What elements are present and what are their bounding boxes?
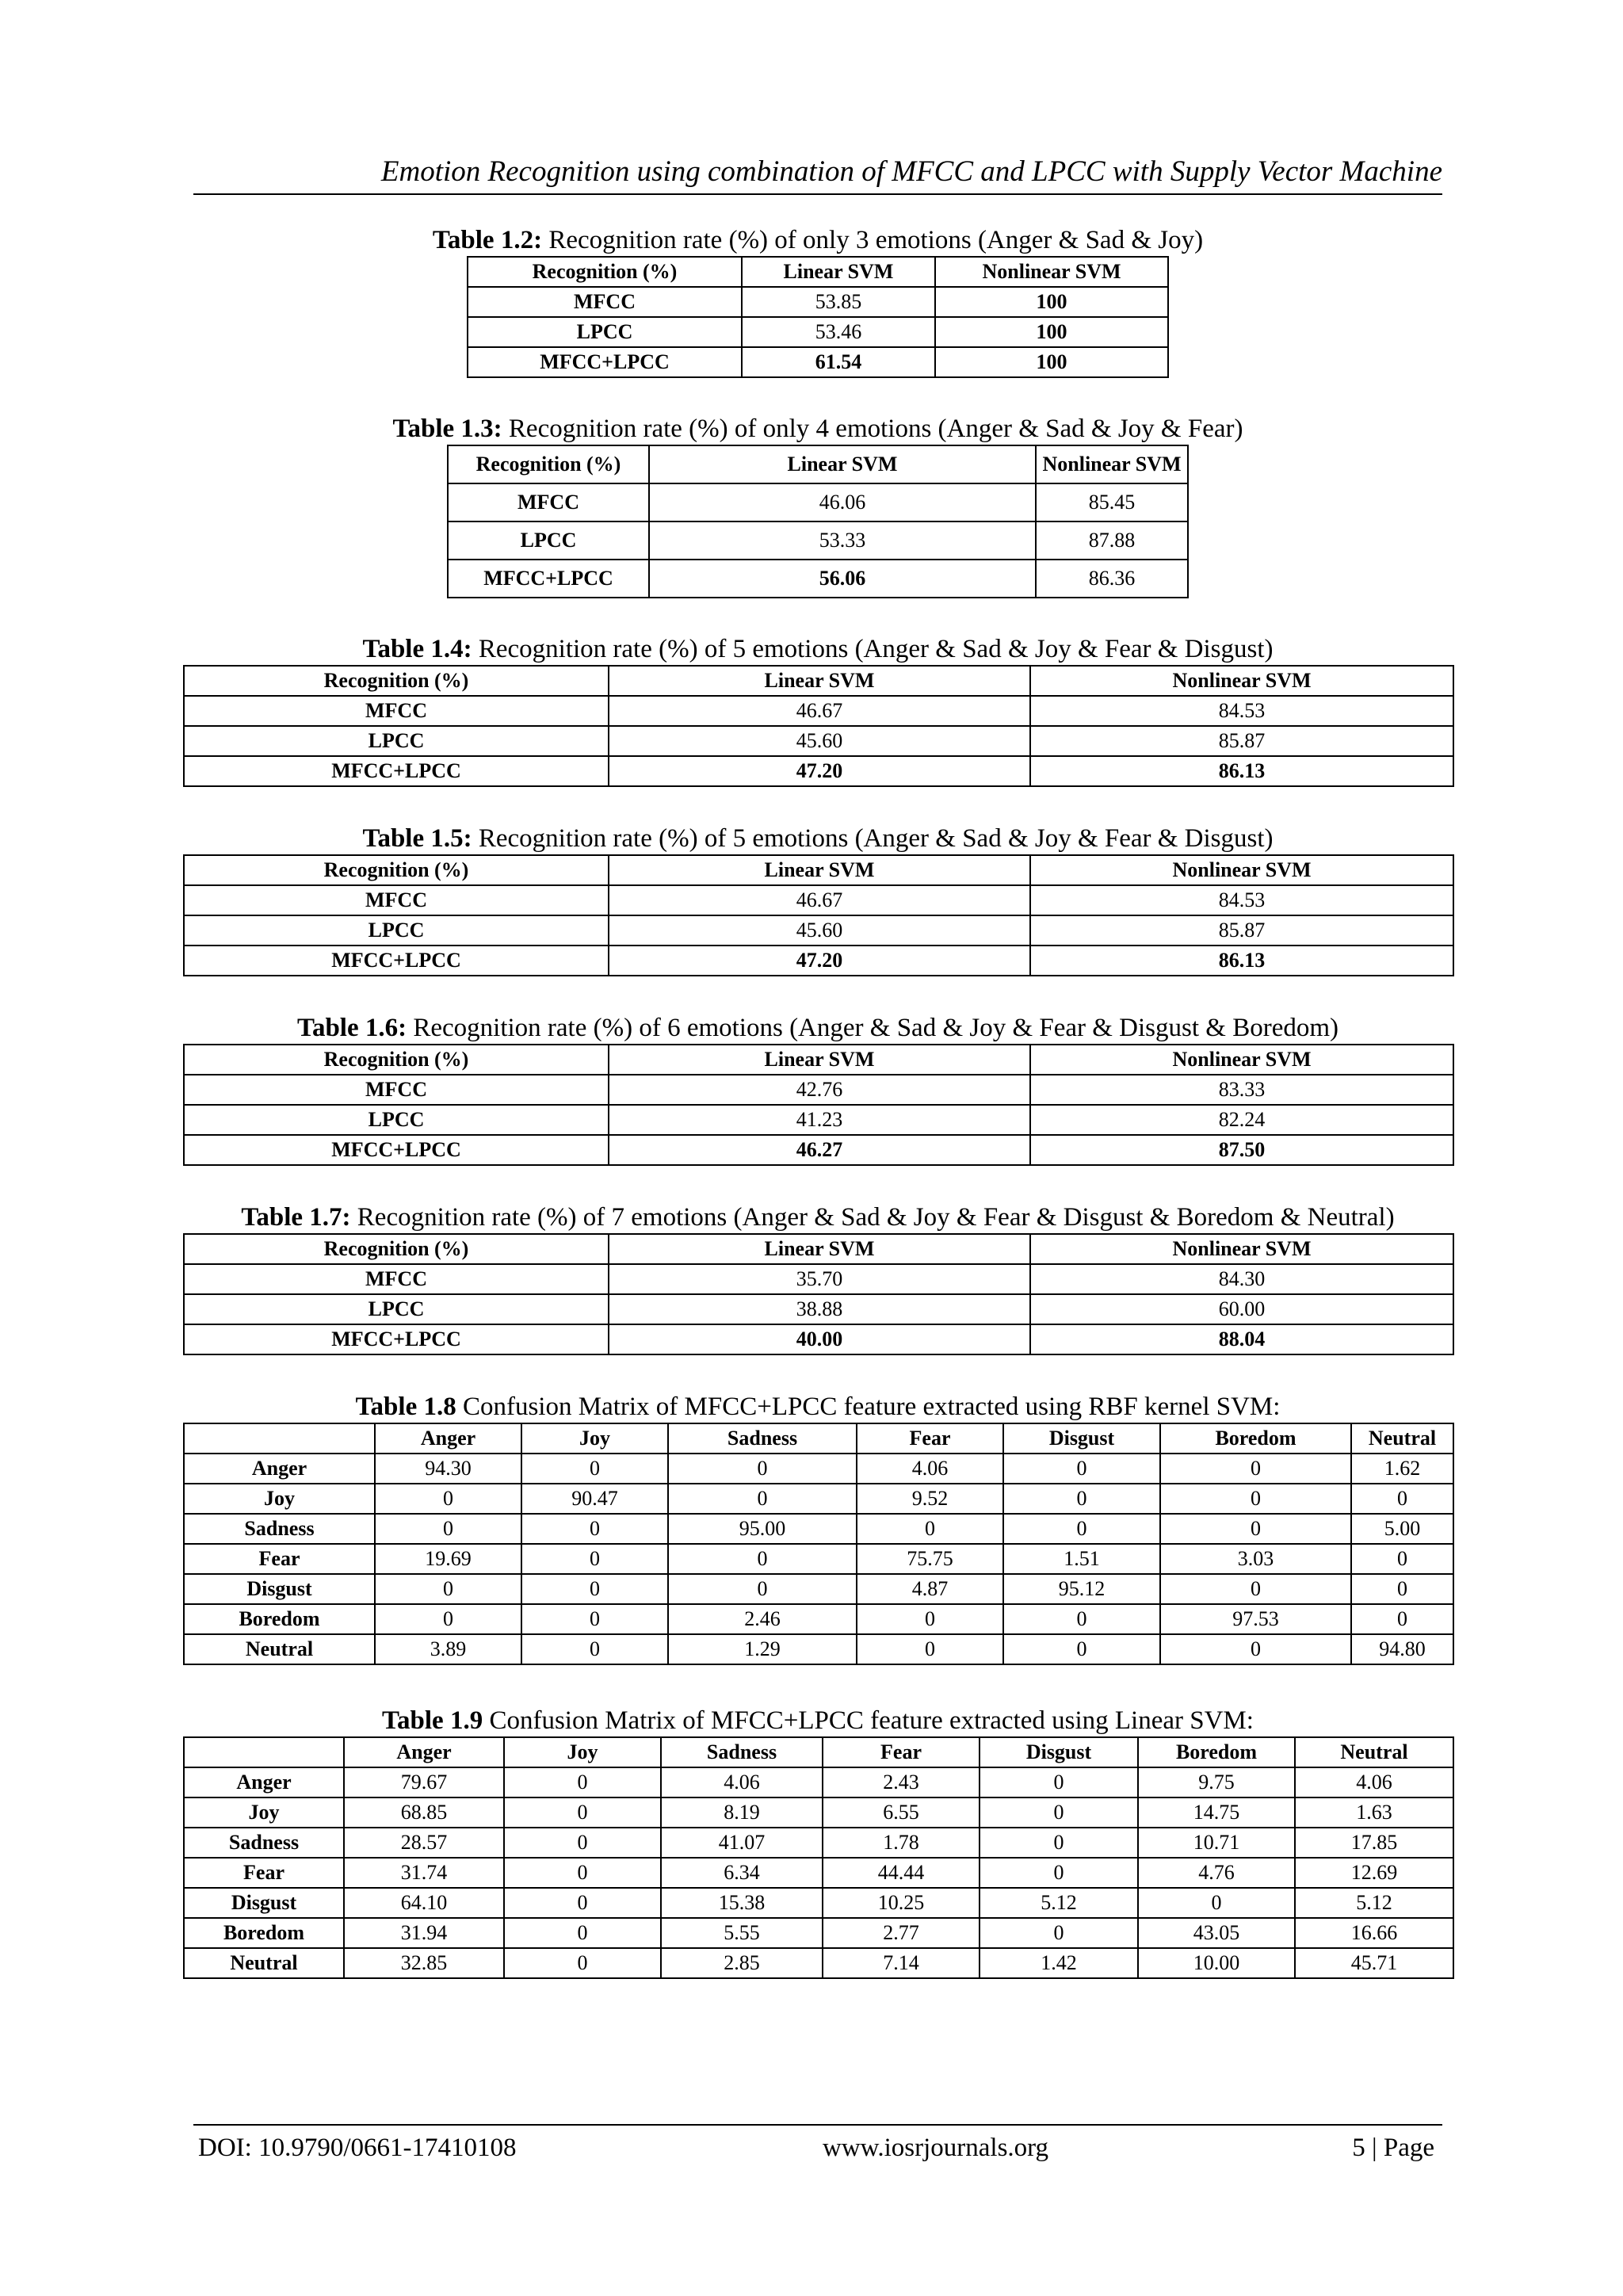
table-row (184, 1454, 1453, 1484)
table-header-row (184, 855, 1453, 885)
column-header: Linear SVM (649, 445, 1036, 483)
table-cell: 5.00 (1351, 1514, 1453, 1544)
table-cell: 64.10 (344, 1888, 504, 1918)
column-header: Sadness (661, 1737, 823, 1767)
column-header: Disgust (1003, 1423, 1160, 1454)
table-header-row (184, 1737, 1453, 1767)
table-cell: 0 (504, 1888, 661, 1918)
table-header-row (468, 257, 1168, 287)
table-cell: 0 (521, 1544, 668, 1574)
table-cell: 47.20 (609, 946, 1030, 976)
row-header: MFCC+LPCC (184, 756, 609, 786)
column-header: Linear SVM (609, 855, 1030, 885)
column-header: Neutral (1295, 1737, 1453, 1767)
table-cell: 61.54 (742, 347, 935, 377)
column-header: Joy (504, 1737, 661, 1767)
table-cell: 79.67 (344, 1767, 504, 1797)
table-cell: 0 (1003, 1514, 1160, 1544)
table-cell: 84.53 (1030, 885, 1453, 915)
column-header: Recognition (%) (184, 855, 609, 885)
table-cell: 97.53 (1160, 1604, 1351, 1634)
table-cell: 1.42 (980, 1948, 1138, 1978)
table-row (184, 946, 1453, 976)
column-header: Linear SVM (742, 257, 935, 287)
row-header: Boredom (184, 1604, 375, 1634)
row-header: MFCC (184, 885, 609, 915)
table-cell: 100 (935, 347, 1168, 377)
table-cell: 15.38 (661, 1888, 823, 1918)
table-cell: 53.85 (742, 287, 935, 317)
table-caption-text: Recognition rate (%) of only 3 emotions (Anger & Sad & Joy) (542, 226, 1204, 254)
table-row (184, 1264, 1453, 1294)
table-row (184, 1634, 1453, 1664)
footer-rule (193, 2124, 1442, 2126)
table-cell: 10.71 (1138, 1828, 1295, 1858)
table-row (448, 483, 1188, 521)
table-caption-text: Recognition rate (%) of 7 emotions (Anger & Sad & Joy & Fear & Disgust & Boredom & Neutral) (350, 1203, 1395, 1232)
table-cell: 40.00 (609, 1324, 1030, 1354)
column-header: Fear (823, 1737, 980, 1767)
table-1-3 (447, 445, 1189, 598)
table-header-row (184, 1423, 1453, 1454)
table-row (184, 1858, 1453, 1888)
table-cell: 3.89 (375, 1634, 521, 1664)
table-label: Table 1.3: (392, 415, 502, 443)
table-caption (193, 414, 1442, 444)
header-rule (193, 193, 1442, 195)
table-cell: 95.12 (1003, 1574, 1160, 1604)
table-row (448, 560, 1188, 598)
column-header: Nonlinear SVM (1030, 666, 1453, 696)
row-header: MFCC+LPCC (468, 347, 742, 377)
table-row (184, 1135, 1453, 1165)
table-cell: 0 (857, 1514, 1003, 1544)
table-cell: 0 (1160, 1454, 1351, 1484)
table-1-2 (467, 256, 1169, 378)
table-cell: 75.75 (857, 1544, 1003, 1574)
table-cell: 31.74 (344, 1858, 504, 1888)
table-cell: 0 (375, 1604, 521, 1634)
table-row (184, 696, 1453, 726)
table-row (184, 1105, 1453, 1135)
column-header: Recognition (%) (448, 445, 649, 483)
table-cell: 4.87 (857, 1574, 1003, 1604)
table-cell: 0 (504, 1828, 661, 1858)
table-row (184, 756, 1453, 786)
table-cell: 46.67 (609, 885, 1030, 915)
table-1-8-block (183, 1392, 1453, 1665)
table-cell: 5.12 (1295, 1888, 1453, 1918)
table-cell: 1.62 (1351, 1454, 1453, 1484)
table-row (448, 521, 1188, 560)
table-cell: 10.00 (1138, 1948, 1295, 1978)
table-1-5 (183, 854, 1454, 976)
table-1-4 (183, 665, 1454, 787)
column-header: Linear SVM (609, 666, 1030, 696)
table-row (184, 1294, 1453, 1324)
table-cell: 9.52 (857, 1484, 1003, 1514)
table-row (184, 1544, 1453, 1574)
row-header: LPCC (468, 317, 742, 347)
table-1-9-block (183, 1706, 1453, 1979)
row-header: LPCC (184, 1105, 609, 1135)
corner-cell (184, 1423, 375, 1454)
table-caption (193, 225, 1442, 255)
table-cell: 0 (504, 1767, 661, 1797)
row-header: Anger (184, 1454, 375, 1484)
table-cell: 46.67 (609, 696, 1030, 726)
table-1-5-block (183, 823, 1453, 976)
column-header: Recognition (%) (184, 666, 609, 696)
column-header: Anger (375, 1423, 521, 1454)
table-row (184, 1767, 1453, 1797)
table-header-row (448, 445, 1188, 483)
row-header: Fear (184, 1858, 344, 1888)
table-1-7-block (183, 1202, 1453, 1355)
table-1-8-confusion-matrix (183, 1423, 1454, 1665)
row-header: Fear (184, 1544, 375, 1574)
column-header: Linear SVM (609, 1045, 1030, 1075)
column-header: Nonlinear SVM (1030, 855, 1453, 885)
table-cell: 47.20 (609, 756, 1030, 786)
column-header: Nonlinear SVM (1030, 1234, 1453, 1264)
row-header: Disgust (184, 1574, 375, 1604)
row-header: MFCC (468, 287, 742, 317)
row-header: MFCC+LPCC (184, 946, 609, 976)
table-cell: 9.75 (1138, 1767, 1295, 1797)
table-caption (183, 823, 1453, 854)
table-cell: 4.76 (1138, 1858, 1295, 1888)
table-cell: 43.05 (1138, 1918, 1295, 1948)
table-cell: 0 (521, 1604, 668, 1634)
table-cell: 56.06 (649, 560, 1036, 598)
table-row (184, 1948, 1453, 1978)
table-cell: 42.76 (609, 1075, 1030, 1105)
table-caption-text: Recognition rate (%) of only 4 emotions (Anger & Sad & Joy & Fear) (502, 415, 1243, 443)
table-row (184, 1888, 1453, 1918)
table-row (184, 1797, 1453, 1828)
table-cell: 1.29 (668, 1634, 857, 1664)
table-row (184, 885, 1453, 915)
table-cell: 45.60 (609, 915, 1030, 946)
running-header: Emotion Recognition using combination of MFCC and LPCC with Supply Vector Machine (380, 155, 1442, 188)
table-cell: 0 (1160, 1514, 1351, 1544)
table-cell: 60.00 (1030, 1294, 1453, 1324)
column-header: Disgust (980, 1737, 1138, 1767)
table-label: Table 1.8 (355, 1392, 456, 1421)
table-cell: 53.33 (649, 521, 1036, 560)
column-header: Boredom (1160, 1423, 1351, 1454)
table-cell: 16.66 (1295, 1918, 1453, 1948)
table-cell: 88.04 (1030, 1324, 1453, 1354)
row-header: LPCC (184, 915, 609, 946)
row-header: Sadness (184, 1514, 375, 1544)
row-header: MFCC (184, 696, 609, 726)
table-cell: 0 (980, 1858, 1138, 1888)
table-cell: 46.27 (609, 1135, 1030, 1165)
table-caption (183, 1202, 1453, 1232)
column-header: Anger (344, 1737, 504, 1767)
row-header: MFCC+LPCC (448, 560, 649, 598)
table-cell: 0 (857, 1604, 1003, 1634)
row-header: Sadness (184, 1828, 344, 1858)
table-cell: 0 (504, 1918, 661, 1948)
column-header: Recognition (%) (184, 1234, 609, 1264)
table-cell: 0 (1160, 1574, 1351, 1604)
table-cell: 0 (521, 1634, 668, 1664)
table-label: Table 1.9 (382, 1706, 483, 1735)
table-label: Table 1.5: (362, 824, 472, 853)
table-cell: 86.13 (1030, 756, 1453, 786)
column-header: Joy (521, 1423, 668, 1454)
table-cell: 0 (980, 1767, 1138, 1797)
row-header: Neutral (184, 1634, 375, 1664)
table-row (184, 1604, 1453, 1634)
footer-doi: DOI: 10.9790/0661-17410108 (198, 2134, 517, 2162)
table-cell: 44.44 (823, 1858, 980, 1888)
table-header-row (184, 1234, 1453, 1264)
table-cell: 0 (375, 1574, 521, 1604)
row-header: Joy (184, 1797, 344, 1828)
table-cell: 2.46 (668, 1604, 857, 1634)
table-cell: 0 (504, 1948, 661, 1978)
table-row (184, 1484, 1453, 1514)
table-cell: 1.63 (1295, 1797, 1453, 1828)
table-row (184, 1324, 1453, 1354)
table-cell: 94.80 (1351, 1634, 1453, 1664)
table-cell: 0 (980, 1918, 1138, 1948)
table-cell: 100 (935, 287, 1168, 317)
table-cell: 10.25 (823, 1888, 980, 1918)
table-cell: 84.30 (1030, 1264, 1453, 1294)
table-cell: 86.13 (1030, 946, 1453, 976)
table-header-row (184, 666, 1453, 696)
table-cell: 86.36 (1036, 560, 1188, 598)
table-cell: 82.24 (1030, 1105, 1453, 1135)
row-header: MFCC+LPCC (184, 1135, 609, 1165)
table-row (468, 287, 1168, 317)
table-cell: 8.19 (661, 1797, 823, 1828)
table-cell: 85.87 (1030, 726, 1453, 756)
column-header: Nonlinear SVM (1030, 1045, 1453, 1075)
table-cell: 2.43 (823, 1767, 980, 1797)
table-cell: 41.23 (609, 1105, 1030, 1135)
table-cell: 0 (375, 1514, 521, 1544)
table-caption-text: Confusion Matrix of MFCC+LPCC feature extracted using Linear SVM: (483, 1706, 1254, 1735)
table-cell: 46.06 (649, 483, 1036, 521)
table-row (184, 1075, 1453, 1105)
table-caption-text: Recognition rate (%) of 6 emotions (Anger & Sad & Joy & Fear & Disgust & Boredom) (407, 1014, 1339, 1042)
table-cell: 87.50 (1030, 1135, 1453, 1165)
table-row (184, 726, 1453, 756)
table-row (468, 347, 1168, 377)
table-caption-text: Recognition rate (%) of 5 emotions (Anger & Sad & Joy & Fear & Disgust) (472, 635, 1274, 663)
table-cell: 32.85 (344, 1948, 504, 1978)
table-cell: 0 (1003, 1604, 1160, 1634)
row-header: MFCC (184, 1075, 609, 1105)
row-header: Neutral (184, 1948, 344, 1978)
table-cell: 0 (504, 1797, 661, 1828)
table-row (184, 915, 1453, 946)
table-cell: 2.85 (661, 1948, 823, 1978)
column-header: Recognition (%) (184, 1045, 609, 1075)
table-1-2-block (193, 225, 1442, 378)
table-cell: 0 (1351, 1604, 1453, 1634)
table-cell: 90.47 (521, 1484, 668, 1514)
table-cell: 0 (1160, 1634, 1351, 1664)
table-cell: 0 (521, 1514, 668, 1544)
table-row (184, 1828, 1453, 1858)
table-cell: 0 (521, 1574, 668, 1604)
table-cell: 100 (935, 317, 1168, 347)
table-cell: 7.14 (823, 1948, 980, 1978)
table-cell: 31.94 (344, 1918, 504, 1948)
row-header: Boredom (184, 1918, 344, 1948)
table-cell: 95.00 (668, 1514, 857, 1544)
table-1-6 (183, 1044, 1454, 1166)
footer-website: www.iosrjournals.org (823, 2134, 1049, 2162)
table-cell: 0 (1003, 1454, 1160, 1484)
table-cell: 0 (1138, 1888, 1295, 1918)
table-cell: 0 (1003, 1484, 1160, 1514)
table-cell: 85.87 (1030, 915, 1453, 946)
table-cell: 87.88 (1036, 521, 1188, 560)
table-label: Table 1.2: (432, 226, 543, 254)
table-cell: 0 (1003, 1634, 1160, 1664)
table-cell: 6.34 (661, 1858, 823, 1888)
table-cell: 0 (504, 1858, 661, 1888)
table-cell: 0 (668, 1574, 857, 1604)
table-cell: 5.12 (980, 1888, 1138, 1918)
table-cell: 41.07 (661, 1828, 823, 1858)
table-cell: 4.06 (661, 1767, 823, 1797)
column-header: Linear SVM (609, 1234, 1030, 1264)
table-cell: 35.70 (609, 1264, 1030, 1294)
table-row (184, 1918, 1453, 1948)
table-1-3-block (193, 414, 1442, 598)
table-cell: 0 (668, 1454, 857, 1484)
table-label: Table 1.7: (241, 1203, 351, 1232)
table-cell: 83.33 (1030, 1075, 1453, 1105)
table-row (468, 317, 1168, 347)
table-cell: 85.45 (1036, 483, 1188, 521)
row-header: Disgust (184, 1888, 344, 1918)
column-header: Neutral (1351, 1423, 1453, 1454)
table-cell: 0 (668, 1544, 857, 1574)
table-1-9-confusion-matrix (183, 1736, 1454, 1979)
column-header: Nonlinear SVM (935, 257, 1168, 287)
table-row (184, 1514, 1453, 1544)
column-header: Fear (857, 1423, 1003, 1454)
table-cell: 4.06 (857, 1454, 1003, 1484)
table-cell: 0 (668, 1484, 857, 1514)
table-1-7 (183, 1233, 1454, 1355)
table-cell: 2.77 (823, 1918, 980, 1948)
table-cell: 0 (980, 1828, 1138, 1858)
table-1-4-block (183, 634, 1453, 787)
footer-page-number: 5 | Page (1352, 2134, 1434, 2162)
table-cell: 0 (521, 1454, 668, 1484)
table-cell: 0 (1351, 1574, 1453, 1604)
column-header: Recognition (%) (468, 257, 742, 287)
table-cell: 68.85 (344, 1797, 504, 1828)
row-header: MFCC (184, 1264, 609, 1294)
table-cell: 3.03 (1160, 1544, 1351, 1574)
table-row (184, 1574, 1453, 1604)
table-cell: 0 (1160, 1484, 1351, 1514)
table-cell: 4.06 (1295, 1767, 1453, 1797)
column-header: Nonlinear SVM (1036, 445, 1188, 483)
table-caption (183, 1013, 1453, 1043)
table-cell: 45.60 (609, 726, 1030, 756)
row-header: MFCC (448, 483, 649, 521)
table-label: Table 1.6: (296, 1014, 407, 1042)
table-cell: 17.85 (1295, 1828, 1453, 1858)
table-cell: 1.78 (823, 1828, 980, 1858)
table-cell: 45.71 (1295, 1948, 1453, 1978)
column-header: Boredom (1138, 1737, 1295, 1767)
row-header: Joy (184, 1484, 375, 1514)
table-cell: 38.88 (609, 1294, 1030, 1324)
table-cell: 0 (375, 1484, 521, 1514)
row-header: LPCC (184, 1294, 609, 1324)
table-caption (183, 1392, 1453, 1422)
row-header: LPCC (448, 521, 649, 560)
table-cell: 1.51 (1003, 1544, 1160, 1574)
table-cell: 94.30 (375, 1454, 521, 1484)
table-cell: 0 (980, 1797, 1138, 1828)
row-header: Anger (184, 1767, 344, 1797)
table-caption-text: Confusion Matrix of MFCC+LPCC feature extracted using RBF kernel SVM: (456, 1392, 1281, 1421)
table-header-row (184, 1045, 1453, 1075)
table-caption-text: Recognition rate (%) of 5 emotions (Anger & Sad & Joy & Fear & Disgust) (472, 824, 1274, 853)
table-cell: 12.69 (1295, 1858, 1453, 1888)
table-cell: 6.55 (823, 1797, 980, 1828)
table-cell: 0 (857, 1634, 1003, 1664)
table-cell: 84.53 (1030, 696, 1453, 726)
table-cell: 14.75 (1138, 1797, 1295, 1828)
table-cell: 28.57 (344, 1828, 504, 1858)
table-cell: 53.46 (742, 317, 935, 347)
row-header: MFCC+LPCC (184, 1324, 609, 1354)
row-header: LPCC (184, 726, 609, 756)
table-cell: 0 (1351, 1544, 1453, 1574)
table-cell: 19.69 (375, 1544, 521, 1574)
table-caption (183, 634, 1453, 664)
table-cell: 5.55 (661, 1918, 823, 1948)
table-caption (183, 1706, 1453, 1736)
table-label: Table 1.4: (362, 635, 472, 663)
table-1-6-block (183, 1013, 1453, 1166)
table-cell: 0 (1351, 1484, 1453, 1514)
corner-cell (184, 1737, 344, 1767)
column-header: Sadness (668, 1423, 857, 1454)
